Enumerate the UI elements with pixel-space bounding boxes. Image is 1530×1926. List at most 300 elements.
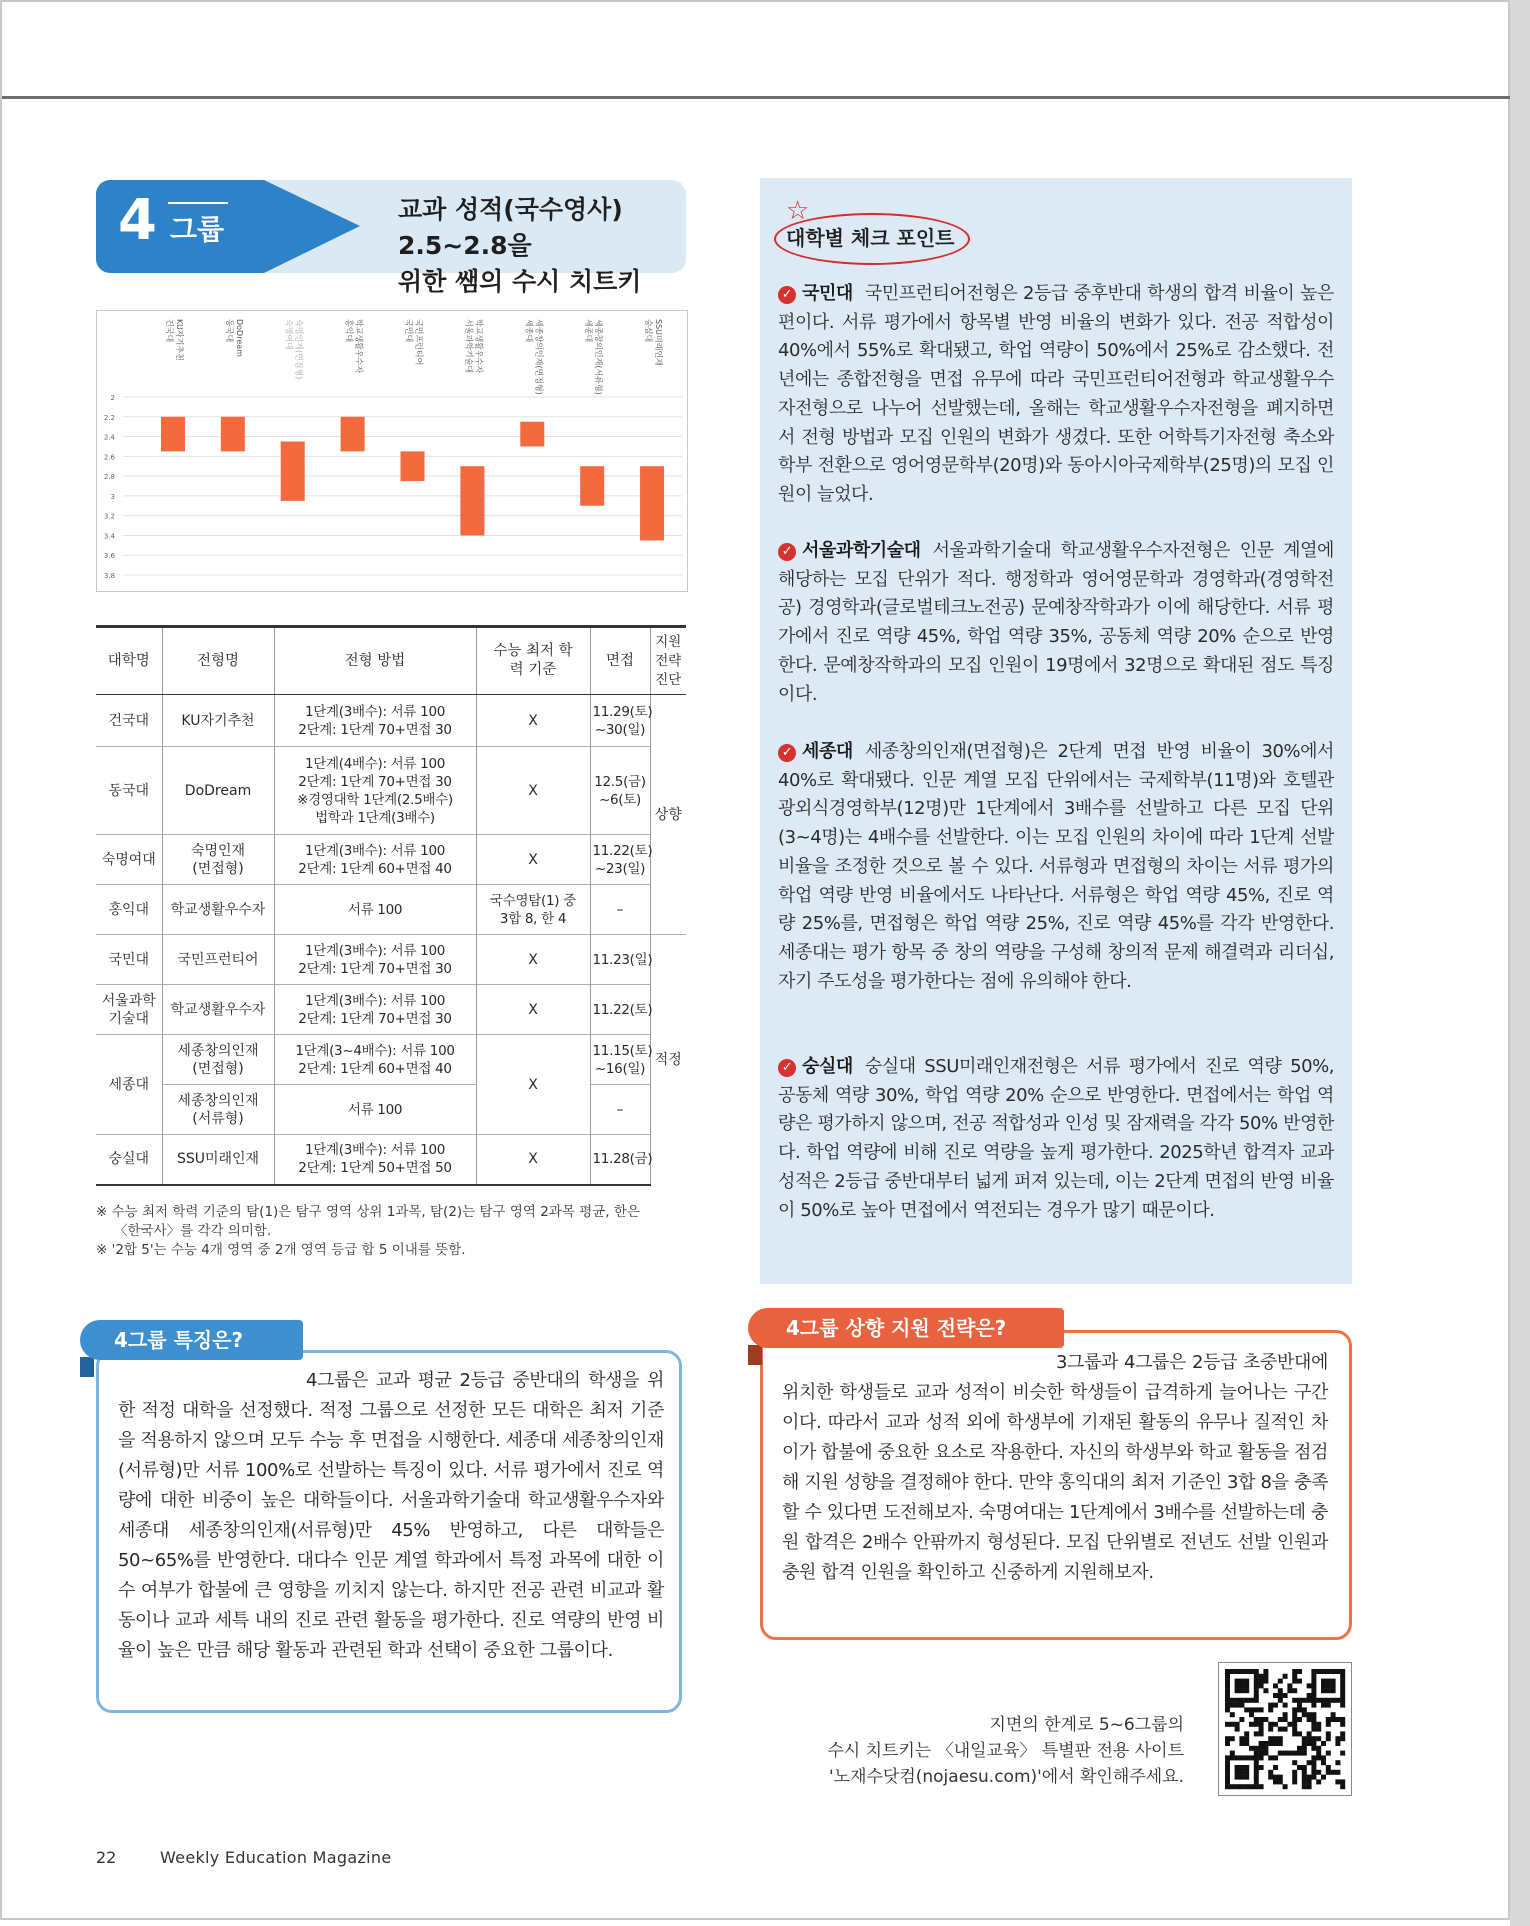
qr-module [1244, 1736, 1249, 1741]
qr-module [1287, 1751, 1292, 1756]
qr-module [1340, 1731, 1345, 1736]
qr-module [1259, 1784, 1264, 1789]
th-min: 수능 최저 학력 기준 [476, 627, 590, 695]
qr-module [1321, 1698, 1326, 1703]
category-label: KU자기추천 [174, 319, 184, 361]
qr-module [1292, 1717, 1297, 1722]
qr-module [1225, 1669, 1230, 1674]
qr-module [1326, 1683, 1331, 1688]
qr-module [1302, 1775, 1307, 1780]
qr-module [1268, 1703, 1273, 1708]
qr-module [1254, 1688, 1259, 1693]
section-title-line2: 위한 쌤의 수시 치트키 [398, 267, 642, 296]
qr-module [1307, 1683, 1312, 1688]
cell-interview: 11.22(토) [590, 985, 650, 1035]
cell-method: 1단계(3배수): 서류 100 2단계: 1단계 70+면접 30 [274, 985, 476, 1035]
qr-module [1311, 1712, 1316, 1717]
cell-type: DoDream [162, 747, 274, 835]
y-tick-label: 3 [110, 492, 115, 501]
qr-module [1239, 1736, 1244, 1741]
qr-module [1340, 1779, 1345, 1784]
qr-module [1316, 1751, 1321, 1756]
qr-module [1311, 1741, 1316, 1746]
qr-module [1311, 1717, 1316, 1722]
qr-module [1321, 1775, 1326, 1780]
qr-module [1321, 1683, 1326, 1688]
qr-module [1326, 1736, 1331, 1741]
qr-module [1254, 1679, 1259, 1684]
qr-module [1244, 1698, 1249, 1703]
qr-module [1254, 1755, 1259, 1760]
group-number: 4 [118, 188, 157, 253]
category-label: SSU미래인재 [654, 319, 664, 366]
cell-univ: 건국대 [96, 695, 162, 747]
qr-pattern [1219, 1663, 1351, 1795]
qr-module [1278, 1717, 1283, 1722]
qr-module [1225, 1760, 1230, 1765]
qr-module [1292, 1712, 1297, 1717]
section-title [398, 192, 686, 300]
qr-module [1311, 1770, 1316, 1775]
qr-module [1273, 1703, 1278, 1708]
qr-module [1230, 1712, 1235, 1717]
qr-module [1292, 1722, 1297, 1727]
qr-module [1259, 1707, 1264, 1712]
note-line: ※ 수능 최저 학력 기준의 탐(1)은 탐구 영역 상위 1과목, 탐(2)는 탐구 영역 2과목 평균, 한은 [96, 1204, 640, 1220]
qr-module [1268, 1722, 1273, 1727]
y-tick-label: 2 [110, 394, 115, 402]
qr-module [1316, 1698, 1321, 1703]
y-tick-label: 2.6 [103, 453, 115, 462]
grade-range-bar [520, 422, 544, 447]
table-row [96, 747, 686, 835]
qr-module [1244, 1669, 1249, 1674]
qr-module [1331, 1712, 1336, 1717]
qr-module [1283, 1717, 1288, 1722]
qr-module [1311, 1727, 1316, 1732]
qr-module [1335, 1779, 1340, 1784]
qr-module [1307, 1736, 1312, 1741]
cell-type: 세종창의인재 (면접형) [162, 1035, 274, 1085]
qr-module [1340, 1717, 1345, 1722]
qr-module [1259, 1755, 1264, 1760]
qr-module [1316, 1736, 1321, 1741]
y-tick-label: 3.4 [103, 532, 115, 541]
qr-module [1225, 1755, 1230, 1760]
cell-method: 1단계(3~4배수): 서류 100 2단계: 1단계 60+면접 40 [274, 1035, 476, 1085]
cell-interview: 11.29(토) ~30(일) [590, 695, 650, 747]
qr-module [1268, 1770, 1273, 1775]
chart-svg [97, 311, 687, 591]
qr-module [1235, 1727, 1240, 1732]
qr-module [1297, 1707, 1302, 1712]
site-note: 지면의 한계로 5~6그룹의 수시 치트키는 〈내일교육〉 특별판 전용 사이트 '노재수닷컴(nojaesu.com)'에서 확인해주세요. [827, 1715, 1184, 1787]
category-label: 세종창의인재(면접형) [534, 319, 544, 395]
table-row [96, 935, 686, 985]
qr-module [1302, 1751, 1307, 1756]
qr-module [1254, 1674, 1259, 1679]
qr-module [1239, 1683, 1244, 1688]
qr-module [1263, 1679, 1268, 1684]
qr-module [1225, 1674, 1230, 1679]
qr-module [1259, 1746, 1264, 1751]
qr-module [1225, 1698, 1230, 1703]
qr-module [1244, 1679, 1249, 1684]
category-label: 서울과학기술대 [464, 319, 474, 374]
qr-module [1316, 1669, 1321, 1674]
qr-module [1311, 1669, 1316, 1674]
qr-module [1268, 1755, 1273, 1760]
qr-module [1254, 1669, 1259, 1674]
qr-module [1244, 1770, 1249, 1775]
cell-univ: 숙명여대 [96, 835, 162, 885]
qr-module [1297, 1717, 1302, 1722]
qr-module [1239, 1741, 1244, 1746]
qr-module [1244, 1741, 1249, 1746]
qr-module [1249, 1784, 1254, 1789]
qr-module [1278, 1775, 1283, 1780]
qr-module [1225, 1741, 1230, 1746]
cell-min: X [476, 747, 590, 835]
qr-module [1335, 1736, 1340, 1741]
qr-module [1259, 1717, 1264, 1722]
qr-module [1283, 1693, 1288, 1698]
qr-module [1244, 1683, 1249, 1688]
qr-module [1239, 1669, 1244, 1674]
qr-module [1254, 1770, 1259, 1775]
qr-module [1283, 1751, 1288, 1756]
qr-module [1249, 1722, 1254, 1727]
qr-module [1259, 1751, 1264, 1756]
qr-module [1302, 1770, 1307, 1775]
qr-module [1307, 1712, 1312, 1717]
qr-module [1235, 1703, 1240, 1708]
qr-module [1259, 1741, 1264, 1746]
checkpoint-item: ✓ 서울과학기술대 서울과학기술대 학교생활우수자전형은 인문 계열에 해당하는 모집 단위가 적다. 행정학과 영어영문학과 경영학과(경영학전공) 경영학과(글로벌테크노전공) 문예창작학과가 이에 해당한다. 서류 평가에서 진로 역량 45%, 학업 역량 35%, 공동체 역량 20% 순으로 반영한다. 문예창작학과의 모집 인원이 19명에서 32명으로 확대된 점도 특징이다. [778, 540, 1334, 705]
qr-module [1278, 1693, 1283, 1698]
qr-module [1292, 1731, 1297, 1736]
qr-module [1283, 1712, 1288, 1717]
th-type: 전형명 [162, 627, 274, 695]
y-tick-label: 3.6 [103, 552, 115, 561]
qr-module [1335, 1698, 1340, 1703]
qr-code-icon[interactable] [1218, 1662, 1352, 1796]
qr-module [1321, 1703, 1326, 1708]
qr-module [1263, 1674, 1268, 1679]
checkpoint-title: 대학별 체크 포인트 [786, 226, 955, 250]
qr-module [1292, 1751, 1297, 1756]
qr-module [1273, 1683, 1278, 1688]
category-label: 국민프런티어 [414, 319, 424, 366]
qr-module [1230, 1751, 1235, 1756]
top-rule [2, 96, 1510, 99]
qr-module [1254, 1707, 1259, 1712]
qr-module [1326, 1770, 1331, 1775]
cell-method: 1단계(3배수): 서류 100 2단계: 1단계 70+면접 30 [274, 935, 476, 985]
th-interview: 면접 [590, 627, 650, 695]
qr-module [1331, 1717, 1336, 1722]
feature-tag: 4그룹 특징은? [80, 1320, 303, 1360]
cell-interview: 11.23(일) [590, 935, 650, 985]
qr-module [1225, 1775, 1230, 1780]
qr-module [1292, 1698, 1297, 1703]
grade-range-chart [96, 310, 688, 592]
qr-module [1230, 1703, 1235, 1708]
qr-module [1311, 1736, 1316, 1741]
qr-module [1259, 1674, 1264, 1679]
check-icon: ✓ [778, 286, 796, 304]
qr-module [1326, 1765, 1331, 1770]
cell-min: X [476, 935, 590, 985]
qr-module [1340, 1751, 1345, 1756]
qr-module [1307, 1731, 1312, 1736]
category-label: 건국대 [164, 319, 174, 343]
table-row [96, 835, 686, 885]
qr-module [1302, 1736, 1307, 1741]
qr-module [1273, 1755, 1278, 1760]
qr-module [1263, 1717, 1268, 1722]
qr-module [1278, 1679, 1283, 1684]
qr-module [1335, 1717, 1340, 1722]
qr-module [1225, 1736, 1230, 1741]
y-tick-label: 3.2 [103, 512, 115, 521]
category-label: 학교생활우수자 [354, 319, 364, 374]
qr-module [1235, 1755, 1240, 1760]
qr-module [1278, 1698, 1283, 1703]
th-method: 전형 방법 [274, 627, 476, 695]
category-label: 국민대 [404, 319, 414, 343]
qr-module [1235, 1765, 1240, 1770]
qr-module [1340, 1693, 1345, 1698]
cell-type: KU자기추천 [162, 695, 274, 747]
qr-module [1316, 1727, 1321, 1732]
qr-module [1254, 1731, 1259, 1736]
strategy-tag: 4그룹 상향 지원 전략은? [748, 1308, 1064, 1348]
cell-univ: 홍익대 [96, 885, 162, 935]
qr-module [1263, 1741, 1268, 1746]
qr-module [1235, 1688, 1240, 1693]
qr-module [1230, 1736, 1235, 1741]
qr-module [1249, 1755, 1254, 1760]
category-label: 홍익대 [344, 319, 354, 343]
cell-min: X [476, 695, 590, 747]
qr-module [1273, 1722, 1278, 1727]
qr-module [1335, 1760, 1340, 1765]
qr-module [1302, 1784, 1307, 1789]
qr-module [1273, 1765, 1278, 1770]
qr-module [1302, 1698, 1307, 1703]
cell-min: 국수영탐(1) 중 3합 8, 한 4 [476, 885, 590, 935]
cell-interview: 11.15(토) ~16(일) [590, 1035, 650, 1085]
qr-module [1239, 1765, 1244, 1770]
qr-module [1321, 1669, 1326, 1674]
category-label: 숭실대 [644, 319, 654, 343]
qr-module [1331, 1770, 1336, 1775]
qr-module [1292, 1674, 1297, 1679]
qr-module [1254, 1746, 1259, 1751]
category-label: 세종대 [584, 319, 594, 343]
qr-module [1311, 1693, 1316, 1698]
qr-module [1340, 1669, 1345, 1674]
group-word: 그룹 [170, 213, 225, 246]
checkpoint-item: ✓ 세종대 세종창의인재(면접형)은 2단계 면접 반영 비율이 30%에서 40%로 확대됐다. 인문 계열 모집 단위에서는 국제학부(11명)와 호텔관광외식경영학부(12명)만 1단계에서 3배수를 선발하고 다른 모집 단위(3~4명)는 4배수를 선발한다. 이는 모집 인원의 차이에 따라 1단계 선발 비율을 조정한 것으로 볼 수 있다. 서류형과 면접형의 차이는 서류 평가의 학업 역량 반영 비율에서도 나타난다. 서류형은 학업 역량 45%, 진로 역량 25%를, 면접형은 학업 역량 25%, 진로 역량 45%를 각각 반영한다. 세종대는 평가 항목 중 창의 역량을 구성해 창의적 문제 해결력과 리더십, 자기 주도성을 평가한다는 점에 유의해야 한다. [778, 741, 1335, 992]
qr-module [1311, 1775, 1316, 1780]
qr-module [1235, 1784, 1240, 1789]
qr-module [1335, 1669, 1340, 1674]
y-tick-label: 2.8 [103, 473, 115, 482]
table-row [96, 885, 686, 935]
qr-module [1273, 1775, 1278, 1780]
qr-module [1292, 1779, 1297, 1784]
qr-module [1316, 1779, 1321, 1784]
category-label: 숙명인재(면접형) [294, 319, 304, 380]
qr-module [1244, 1784, 1249, 1789]
qr-module [1326, 1698, 1331, 1703]
qr-module [1235, 1722, 1240, 1727]
grade-range-bar [401, 451, 425, 481]
check-icon: ✓ [778, 1059, 796, 1077]
qr-module [1249, 1698, 1254, 1703]
qr-module [1239, 1679, 1244, 1684]
qr-module [1263, 1669, 1268, 1674]
cell-type: 국민프런티어 [162, 935, 274, 985]
qr-module [1340, 1722, 1345, 1727]
qr-module [1340, 1784, 1345, 1789]
qr-module [1225, 1707, 1230, 1712]
qr-module [1311, 1679, 1316, 1684]
qr-module [1292, 1760, 1297, 1765]
qr-module [1249, 1669, 1254, 1674]
banner-rule [168, 202, 228, 204]
qr-module [1326, 1703, 1331, 1708]
cell-interview: – [590, 885, 650, 935]
qr-module [1340, 1683, 1345, 1688]
qr-module [1263, 1688, 1268, 1693]
qr-module [1302, 1765, 1307, 1770]
qr-module [1254, 1717, 1259, 1722]
qr-module [1278, 1751, 1283, 1756]
qr-module [1311, 1703, 1316, 1708]
qr-module [1268, 1707, 1273, 1712]
grade-range-bar [281, 442, 305, 501]
qr-module [1321, 1679, 1326, 1684]
qr-module [1230, 1755, 1235, 1760]
cell-type: SSU미래인재 [162, 1135, 274, 1185]
cell-method: 1단계(3배수): 서류 100 2단계: 1단계 70+면접 30 [274, 695, 476, 747]
qr-module [1311, 1760, 1316, 1765]
category-label: 학교생활우수자 [474, 319, 484, 374]
cell-univ: 서울과학 기술대 [96, 985, 162, 1035]
qr-module [1311, 1746, 1316, 1751]
qr-module [1297, 1765, 1302, 1770]
banner-arrow-shape [264, 180, 360, 273]
qr-module [1273, 1693, 1278, 1698]
qr-module [1225, 1779, 1230, 1784]
cell-interview: 11.28(금) [590, 1135, 650, 1185]
cell-min: X [476, 985, 590, 1035]
cell-interview: 11.22(토) ~23(일) [590, 835, 650, 885]
qr-module [1311, 1698, 1316, 1703]
cell-type: 숙명인재 (면접형) [162, 835, 274, 885]
admission-table [96, 625, 686, 1186]
grade-range-bar [580, 466, 604, 506]
qr-module [1239, 1784, 1244, 1789]
qr-module [1307, 1698, 1312, 1703]
qr-module [1278, 1736, 1283, 1741]
qr-module [1244, 1688, 1249, 1693]
cell-method: 서류 100 [274, 1085, 476, 1135]
qr-module [1225, 1784, 1230, 1789]
category-label: 세종창의인재(서류형) [594, 319, 604, 395]
grade-range-bar [640, 466, 664, 540]
qr-module [1321, 1741, 1326, 1746]
table-row [96, 1035, 686, 1085]
qr-module [1340, 1703, 1345, 1708]
qr-module [1340, 1679, 1345, 1684]
qr-module [1254, 1784, 1259, 1789]
check-icon: ✓ [778, 744, 796, 762]
qr-module [1225, 1765, 1230, 1770]
qr-module [1292, 1688, 1297, 1693]
qr-module [1307, 1717, 1312, 1722]
qr-module [1273, 1736, 1278, 1741]
qr-module [1340, 1698, 1345, 1703]
cell-interview: – [590, 1085, 650, 1135]
qr-module [1326, 1751, 1331, 1756]
qr-module [1244, 1707, 1249, 1712]
qr-module [1331, 1683, 1336, 1688]
qr-module [1311, 1683, 1316, 1688]
qr-module [1273, 1741, 1278, 1746]
qr-module [1292, 1707, 1297, 1712]
page-edge [1510, 0, 1530, 1926]
qr-module [1235, 1698, 1240, 1703]
qr-module [1254, 1765, 1259, 1770]
qr-module [1259, 1727, 1264, 1732]
cell-type: 세종창의인재 (서류형) [162, 1085, 274, 1135]
qr-module [1235, 1770, 1240, 1775]
qr-module [1244, 1731, 1249, 1736]
note-line: 〈한국사〉를 각각 의미함. [114, 1223, 272, 1239]
y-tick-label: 3.8 [103, 572, 115, 580]
qr-module [1331, 1669, 1336, 1674]
qr-module [1254, 1693, 1259, 1698]
qr-module [1244, 1755, 1249, 1760]
qr-module [1244, 1765, 1249, 1770]
section-title-line1: 교과 성적(국수영사) 2.5~2.8을 [398, 195, 623, 260]
table-row [96, 985, 686, 1035]
section-banner [96, 180, 686, 296]
qr-module [1326, 1717, 1331, 1722]
page-number: 22 [96, 1848, 117, 1867]
qr-module [1307, 1741, 1312, 1746]
qr-module [1287, 1688, 1292, 1693]
qr-module [1283, 1727, 1288, 1732]
cell-type: 학교생활우수자 [162, 885, 274, 935]
table-header-row [96, 627, 686, 695]
qr-module [1297, 1731, 1302, 1736]
qr-module [1239, 1717, 1244, 1722]
qr-module [1331, 1679, 1336, 1684]
grade-range-bar [221, 417, 245, 452]
qr-module [1302, 1712, 1307, 1717]
qr-module [1307, 1760, 1312, 1765]
category-label: 동국대 [224, 319, 234, 343]
grade-range-bar [460, 466, 484, 535]
qr-module [1244, 1775, 1249, 1780]
qr-module [1225, 1722, 1230, 1727]
qr-module [1268, 1736, 1273, 1741]
